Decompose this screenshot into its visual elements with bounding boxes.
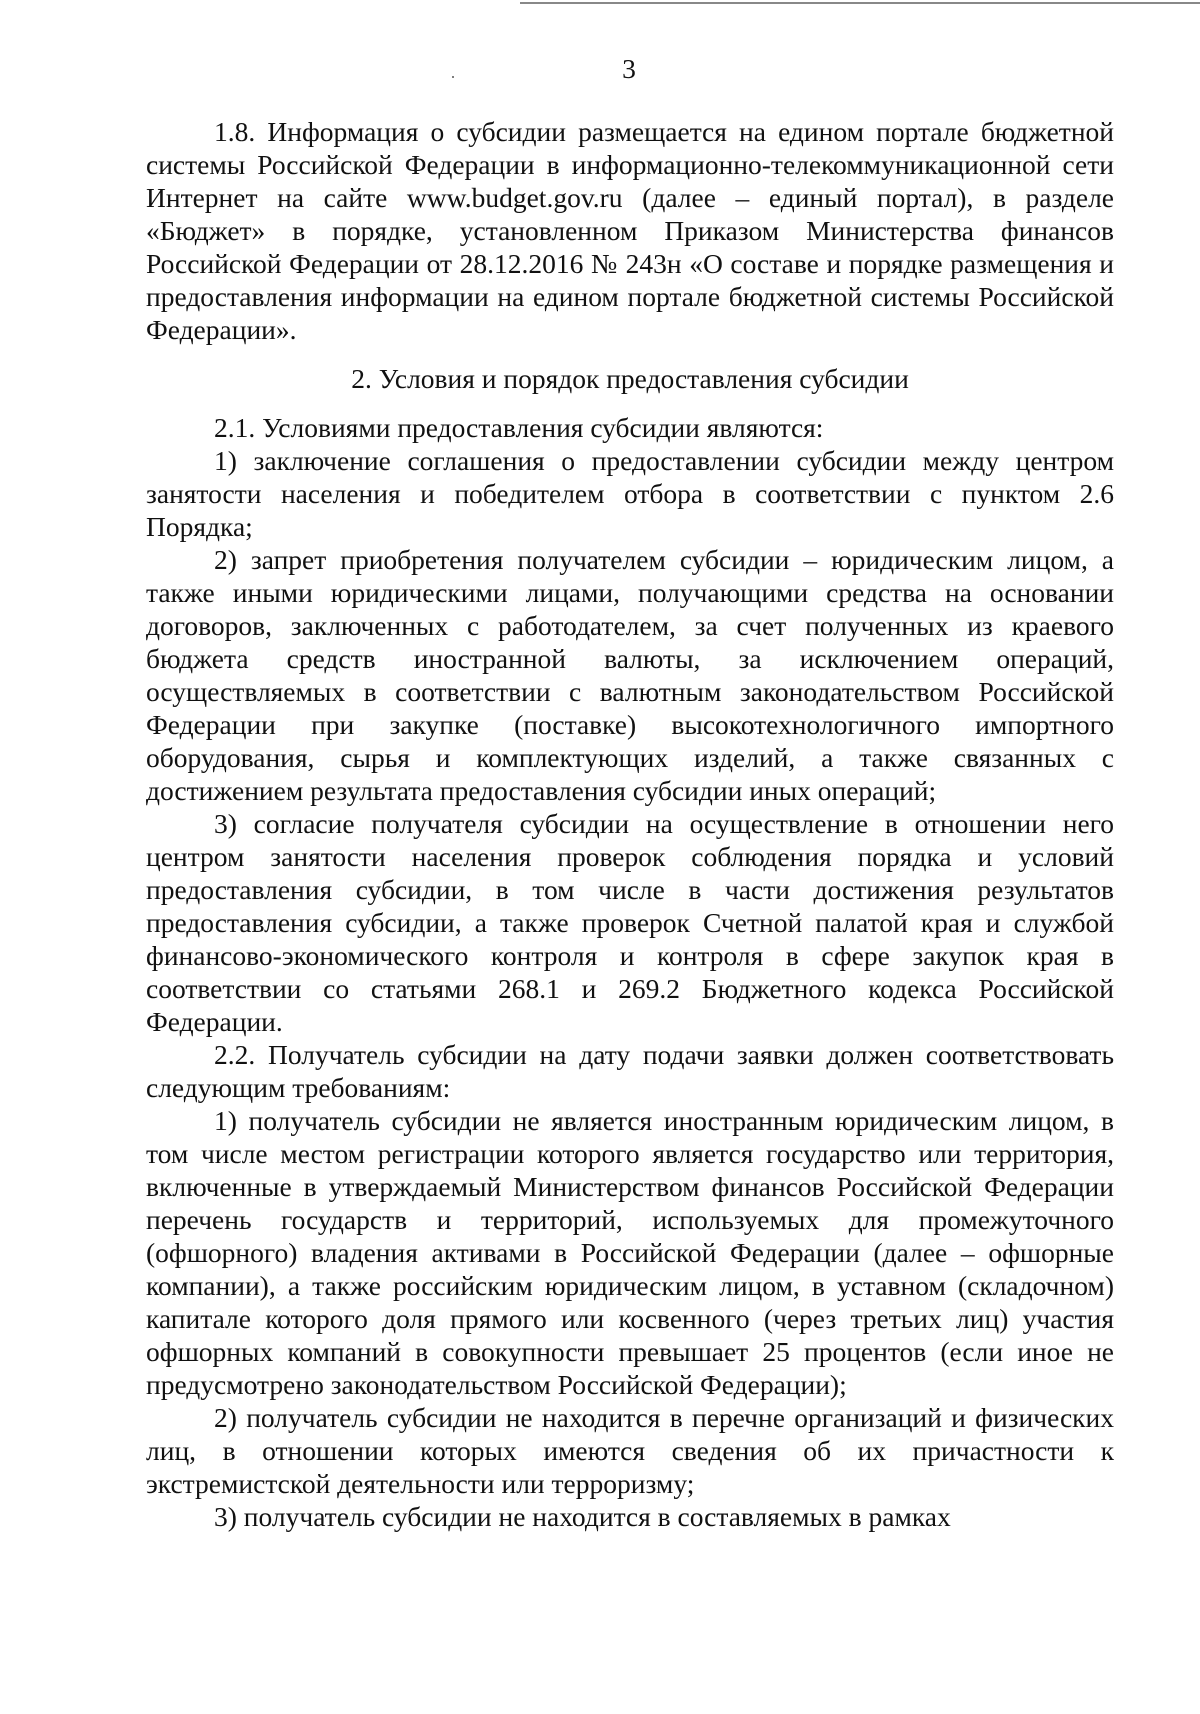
paragraph-1-8: 1.8. Информация о субсидии размещается на едином портале бюджетной системы Российской Федерации в информационно-телекоммуникационной сети Интернет на сайте www.budget.gov.ru (далее – единый портал), в разделе «Бюджет» в порядке, установленном Приказом Министерства финансов Российской Федерации от 28.12.2016 № 243н «О составе и порядке размещения и предоставления информации на едином портале бюджетной системы Российской Федерации». xyxy=(146,116,1114,345)
paragraph-2-1: 2.1. Условиями предоставления субсидии являются: xyxy=(214,412,824,443)
paragraph-2-1-item-3: 3) согласие получателя субсидии на осуществление в отношении него центром занятости населения проверок соблюдения порядка и условий предоставления субсидии, в том числе в части достижения результатов предоставления субсидии, а также проверок Счетной палатой края и службой финансово-экономического контроля и контроля в сфере закупок края в соответствии со статьями 268.1 и 269.2 Бюджетного кодекса Российской Федерации. xyxy=(146,808,1114,1037)
section-2-heading: 2. Условия и порядок предоставления субсидии xyxy=(351,363,909,394)
paragraph-2-2-item-2: 2) получатель субсидии не находится в перечне организаций и физических лиц, в отношении которых имеются сведения об их причастности к экстремистской деятельности или терроризму; xyxy=(146,1402,1114,1499)
paragraph-2-1-item-1: 1) заключение соглашения о предоставлении субсидии между центром занятости населения и победителем отбора в соответствии с пунктом 2.6 Порядка; xyxy=(146,445,1114,542)
scan-edge-line xyxy=(520,2,1200,4)
paragraph-2-2: 2.2. Получатель субсидии на дату подачи заявки должен соответствовать следующим требованиям: xyxy=(146,1039,1114,1103)
page-number: 3 xyxy=(622,53,636,84)
paragraph-2-2-item-1: 1) получатель субсидии не является иностранным юридическим лицом, в том числе местом регистрации которого является государство или территория, включенные в утверждаемый Министерством финансов Российской Федерации перечень государств и территорий, используемых для промежуточного (офшорного) владения активами в Российской Федерации (далее – офшорные компании), а также российским юридическим лицом, в уставном (складочном) капитале которого доля прямого или косвенного (через третьих лиц) участия офшорных компаний в совокупности превышает 25 процентов (если иное не предусмотрено законодательством Российской Федерации); xyxy=(146,1105,1114,1400)
document-body xyxy=(146,115,1114,1533)
paragraph-2-1-item-2: 2) запрет приобретения получателем субсидии – юридическим лицом, а также иными юридическими лицами, получающими средства на основании договоров, заключенных с работодателем, за счет полученных из краевого бюджета средств иностранной валюты, за исключением операций, осуществляемых в соответствии с валютным законодательством Российской Федерации при закупке (поставке) высокотехнологичного импортного оборудования, сырья и комплектующих изделий, а также связанных с достижением результата предоставления субсидии иных операций; xyxy=(146,544,1114,806)
paragraph-2-2-item-3: 3) получатель субсидии не находится в составляемых в рамках xyxy=(214,1501,951,1532)
